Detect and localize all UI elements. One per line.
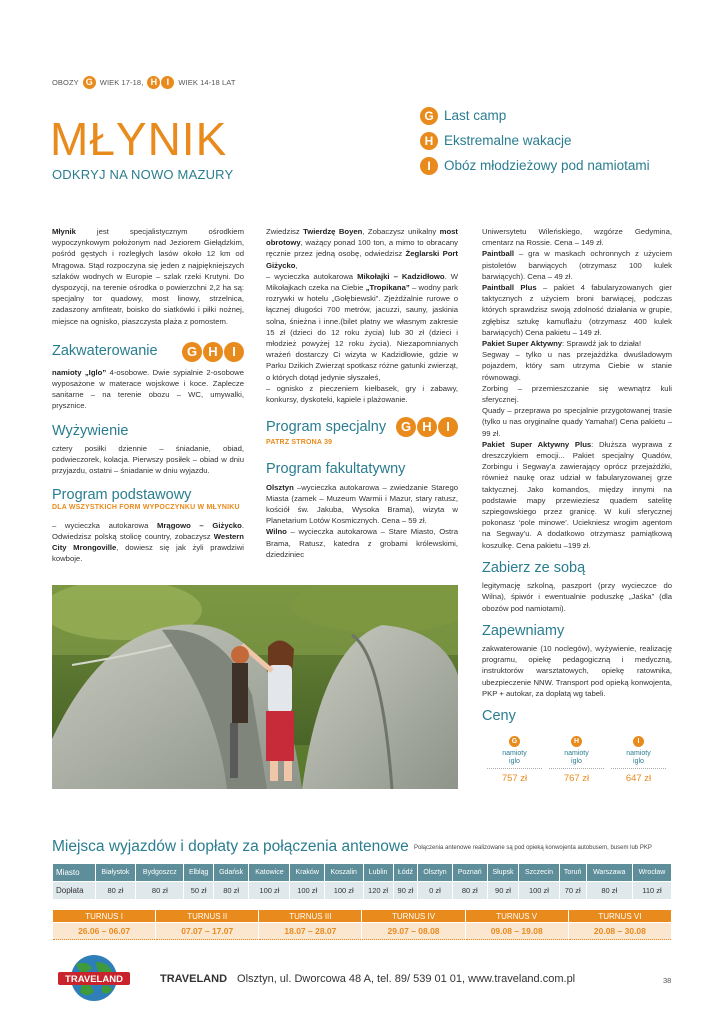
turnus-dates: 26.06 – 06.07 <box>53 923 156 940</box>
price-cell: 100 zł <box>519 882 560 900</box>
price-cell: 100 zł <box>249 882 290 900</box>
price-accommodation <box>487 750 542 769</box>
breadcrumb <box>52 76 236 89</box>
section-header <box>52 341 244 363</box>
city-cell: Toruń <box>559 864 586 882</box>
price-cell: 70 zł <box>559 882 586 900</box>
breadcrumb-category: OBOZY <box>52 78 79 87</box>
col2-paragraph-2 <box>266 271 458 383</box>
program-podstawowy-text <box>52 520 244 565</box>
text-span: . W Mikołajkach czeka na Ciebie <box>266 271 458 293</box>
badge-g: G <box>509 736 520 747</box>
badge-i: I <box>633 736 644 747</box>
city-cell: Szczecin <box>519 864 560 882</box>
price-name-line: iglo <box>571 758 582 765</box>
col3-super-aktywny-plus <box>482 439 672 551</box>
price-cell: 0 zł <box>418 882 452 900</box>
miejsca-note: Połączenia antenowe realizowane są pod opieką konwojenta autobusem, busem lub PKP <box>414 845 652 851</box>
price-cell: 110 zł <box>632 882 671 900</box>
turnus-dates: 09.08 – 19.08 <box>465 923 568 940</box>
price-value: 647 zł <box>625 773 652 784</box>
badge-i: I <box>438 417 458 437</box>
col3-paintball-plus <box>482 282 672 338</box>
col3-zorbing: Zorbing – przemieszczanie się wewnątrz kuli sferycznej. <box>482 383 672 405</box>
zakwaterowanie-heading: Zakwaterowanie <box>52 343 158 360</box>
intro-paragraph <box>52 226 244 327</box>
city-cell: Poznań <box>452 864 487 882</box>
badge-i: I <box>161 76 174 89</box>
col3-paragraph-1: Uniwersytetu Wileńskiego, wzgórze Gedymina, cmentarz na Rossie. Cena – 149 zł. <box>482 227 672 248</box>
price-name-line: iglo <box>509 758 520 765</box>
price-accommodation <box>611 750 666 769</box>
program-specjalny-sub: PATRZ STRONA 39 <box>266 439 333 447</box>
price-cell: 100 zł <box>290 882 324 900</box>
badge-group-ghi <box>396 417 458 437</box>
footer-brand: TRAVELAND <box>160 973 228 985</box>
footer-contact <box>160 973 575 985</box>
table-row-label: Miasto <box>53 864 96 882</box>
text-span: , <box>295 260 298 270</box>
price-cell: 100 zł <box>324 882 363 900</box>
badge-i: I <box>420 157 438 175</box>
turnus-name: TURNUS V <box>465 910 568 923</box>
wyzywienie-heading: Wyżywienie <box>52 422 129 439</box>
text-span: – gra w maskach ochronnych z użyciem pistoletów barwiących (otrzymasz 100 kulek barwiących). Cena – 49 zł. <box>482 249 672 281</box>
col2-paragraph-1 <box>266 226 458 271</box>
ceny-heading: Ceny <box>482 707 516 724</box>
zabierz-text: legitymację szkolną, paszport (przy wycieczce do Wilna), śpiwór i ewentualnie poduszkę „Jaśka” (dla obozów pod namiotami). <box>482 581 672 613</box>
price-name-line: namioty <box>502 750 527 757</box>
turnus-name: TURNUS III <box>259 910 362 923</box>
legend-label: Obóz młodzieżowy pod namiotami <box>444 158 650 173</box>
footer-address: Olsztyn, ul. Dworcowa 48 A, tel. 89/ 539 01 01, www.traveland.com.pl <box>237 973 576 985</box>
badge-h: H <box>571 736 582 747</box>
text-span: – wycieczka autokarowa <box>266 271 358 281</box>
breadcrumb-age-hi: WIEK 14-18 LAT <box>178 78 236 87</box>
price-cell: 120 zł <box>363 882 393 900</box>
col2-paragraph-3: – ognisko z pieczeniem kiełbasek, gry i zabawy, konkursy, dyskoteki, kąpiele i plażowanie. <box>266 383 458 405</box>
program-podstawowy-sub: DLA WSZYSTKICH FORM WYPOCZYNKU W MŁYNIKU <box>52 503 240 511</box>
legend-label: Ekstremalne wakacje <box>444 133 572 148</box>
bold-span: Mrągowo – Giżycko <box>157 520 242 530</box>
city-cell: Bydgoszcz <box>136 864 184 882</box>
turnus-name: TURNUS I <box>53 910 156 923</box>
table-row-label: Dopłata <box>53 882 96 900</box>
badge-group-hi <box>147 76 174 89</box>
camp-type-legend <box>420 103 650 178</box>
program-fakultatywny-heading: Program fakultatywny <box>266 461 406 478</box>
text-span: , Zobaczysz unikalny <box>362 227 440 236</box>
turnus-name: TURNUS II <box>156 910 259 923</box>
intro-text: jest specjalistycznym ośrodkiem wypoczynkowym położonym nad Jeziorem Giełądzkim, pośród gęstych i rozległych lasów około 12 km od Mrągowa. Stąd rozpoczyna się jeden z najpiękniejszych szlaków wodnych w Europie – szlak rzeki Krutyni. Do dyspozycji, na terenie ośrodka o powierzchni 2,2 ha są: specjalny tor quadowy, most linowy, strzelnica, zadaszony amfiteatr, boisko do siatkówki i piłki nożnej, miejsce na ognisko, piaszczysta plaża z pomostem. <box>52 227 244 326</box>
price-value: 757 zł <box>501 773 528 784</box>
text-span: – pakiet 4 fabularyzowanych gier taktycznych z użyciem broni barwiącej, podczas których sprawdzisz swoją zdolność działania w grupie, zgłębisz sztukę kamuflażu (otrzymasz 400 kulek barwiących) Cena pakietu – 149 zł. <box>482 283 672 337</box>
fakultatywny-olsztyn <box>266 482 458 527</box>
price-cell: 90 zł <box>487 882 518 900</box>
bold-span: Pakiet Super Aktywny <box>482 339 563 349</box>
legend-item <box>420 153 650 178</box>
page-number: 38 <box>663 976 672 985</box>
zapewniamy-text: zakwaterowanie (10 noclegów), wyżywienie, realizację programu, opiekę pedagogiczną i medyczną, instruktorów warsztatowych, opiekę ratownika, ubezpieczenie NNW. Transport pod opieką konwojenta, PKP + autokar, za dopłatą wg tabeli. <box>482 643 672 698</box>
traveland-logo <box>56 952 132 1004</box>
price-cell: 80 zł <box>213 882 249 900</box>
col3-paintball <box>482 248 672 282</box>
column-3 <box>482 226 672 722</box>
price-cell: 90 zł <box>393 882 418 900</box>
text-span: Zwiedzisz <box>266 227 304 236</box>
page-title: MŁYNIK <box>50 113 228 165</box>
column-2 <box>266 226 458 560</box>
program-specjalny-heading: Program specjalny <box>266 418 387 435</box>
bold-span: Twierdzę Boyen <box>303 227 363 236</box>
price-cell: 80 zł <box>586 882 632 900</box>
city-cell: Gdańsk <box>213 864 249 882</box>
price-cell: 80 zł <box>452 882 487 900</box>
badge-i: I <box>224 342 244 362</box>
city-cell: Katowice <box>249 864 290 882</box>
price-accommodation <box>549 750 604 769</box>
page-subtitle: ODKRYJ NA NOWO MAZURY <box>52 167 234 182</box>
city-cell: Olsztyn <box>418 864 452 882</box>
departure-table <box>52 863 672 900</box>
city-cell: Koszalin <box>324 864 363 882</box>
price-cell: 50 zł <box>184 882 213 900</box>
legend-item <box>420 103 650 128</box>
turnus-dates: 29.07 – 08.08 <box>362 923 465 940</box>
badge-g: G <box>182 342 202 362</box>
bold-span: Mikołajki – Kadzidłowo <box>357 271 445 281</box>
program-podstawowy-heading: Program podstawowy <box>52 487 192 504</box>
badge-h: H <box>420 132 438 150</box>
globe-icon <box>56 952 132 1004</box>
city-cell: Słupsk <box>487 864 518 882</box>
badge-h: H <box>147 76 160 89</box>
logo-text: TRAVELAND <box>65 974 123 985</box>
price-name-line: namioty <box>564 750 589 757</box>
text-span: , dowiesz się jak żyli prawdziwi kowboje. <box>52 543 244 564</box>
turnus-dates: 18.07 – 28.07 <box>259 923 362 940</box>
text-span: – wodny park rozrywki w hotelu „Gołębiewski”. Zjeżdżalnie rurowe o łącznej długości 700 metrów, jacuzzi, sauny, jaskinia solna, śnieżna i inne.(bilet płatny we własnym zakresie 15 zł (dzieci do 12 roku życia) lub 30 zł (dzieci i młodzież powyżej 12 roku życia). Niezapomnianych wrażeń dostarczy Ci wizyta w Kadzidłowie, gdzie w Parku Dzikich Zwierząt spotkasz różne gatunki zwierząt, o których dotąd jedynie słyszałeś, <box>266 283 458 382</box>
price-name-line: iglo <box>633 758 644 765</box>
badge-g: G <box>83 76 96 89</box>
legend-item <box>420 128 650 153</box>
table-row <box>53 864 672 882</box>
zapewniamy-heading: Zapewniamy <box>482 622 565 639</box>
city-cell: Łódź <box>393 864 418 882</box>
table-row <box>53 923 672 940</box>
column-1 <box>52 226 244 565</box>
price-column <box>487 730 542 784</box>
bold-span: Paintball <box>482 249 515 259</box>
price-cell: 80 zł <box>95 882 136 900</box>
price-column <box>611 730 666 784</box>
bold-span: Paintball Plus <box>482 283 537 293</box>
wyzywienie-text: cztery posiłki dziennie – śniadanie, obiad, podwieczorek, kolacja. Pierwszy posiłek – obiad w dniu przyjazdu, ostatni – śniadanie w dniu wyjazdu. <box>52 443 244 476</box>
breadcrumb-age-g: WIEK 17-18, <box>99 78 144 87</box>
legend-label: Last camp <box>444 108 507 123</box>
turnus-dates: 20.08 – 30.08 <box>568 923 671 940</box>
bold-span: most obrotowy <box>266 227 458 248</box>
col3-quady: Quady – przeprawa po specjalnie przygotowanej trasie (tylko u nas oryginalne quady Yamaha!) Cena pakietu – 99 zł. <box>482 406 672 438</box>
city-cell: Kraków <box>290 864 324 882</box>
tent-photo-illustration <box>52 585 458 789</box>
bold-span: Wilno <box>266 527 287 537</box>
table-row <box>53 910 672 923</box>
accommodation-desc: 4-osobowe. Dwie sypialnie 2-osobowe wyposażone w materace wojskowe i koce. Zaplecze sanitarne – na terenie obozu – WC, umywalki, prysznice. <box>52 367 244 411</box>
city-cell: Wrocław <box>632 864 671 882</box>
badge-group-ghi <box>182 342 244 362</box>
bold-span: Western City Mrongoville <box>52 532 244 553</box>
price-value: 767 zł <box>563 773 590 784</box>
text-span: – wycieczka autokarowa – Stare Miasto, Ostra Brama, Ratusz, katedra z grobami królewskimi, dziedziniec <box>266 527 458 559</box>
camp-photo <box>52 585 458 789</box>
badge-g: G <box>420 107 438 125</box>
turnus-name: TURNUS IV <box>362 910 465 923</box>
table-row <box>53 882 672 900</box>
badge-g: G <box>396 417 416 437</box>
turnus-table <box>52 909 672 940</box>
price-cell: 80 zł <box>136 882 184 900</box>
bold-span: „Tropikana” <box>365 283 410 293</box>
city-cell: Lublin <box>363 864 393 882</box>
fakultatywny-wilno <box>266 526 458 560</box>
text-span: –wycieczka autokarowa – zwiedzanie Starego Miasta (zamek – Muzeum Warmii i Mazur, stary ratusz, kościół św. Jakuba, Wysoka Brama), wizyta w Planetarium Lotów Kosmicznych. Cena – 59 zł. <box>266 482 458 526</box>
section-header <box>266 417 458 437</box>
text-span: , ważący ponad 100 ton, a mimo to obracany ręcznie przez jedną osobę, odwiedzisz <box>266 238 458 259</box>
price-column <box>549 730 604 784</box>
col3-segway: Segway – tylko u nas przejażdżka dwuśladowym pojazdem, który sam utrzyma Ciebie w stanie równowagi. <box>482 350 672 382</box>
text-span: : Sprawdź jak to działa! <box>562 339 642 349</box>
turnus-name: TURNUS VI <box>568 910 671 923</box>
city-cell: Warszawa <box>586 864 632 882</box>
city-cell: Elbląg <box>184 864 213 882</box>
col3-super-aktywny <box>482 338 672 349</box>
badge-h: H <box>203 342 223 362</box>
text-span: : Dłuższa wyprawa z dreszczykiem emocji... Pakiet specjalny Quadów, Zorbingu i Segway’a zawierający oprócz przejażdżki, również naukę oraz udział w fabularyzowanej grze taktycznej. Jako komandos, między innymi na podstawie mapy przewieziesz quadem satelitę szpiegowskiego przez granicę. W kuli sferycznej pokonasz ‘pole minowe’. Uciekniesz wrogim agentom na Segway’u. A dodatkowo otrzymasz pamiątkową koszulkę. Cena pakietu –199 zł. <box>482 439 672 550</box>
text-span: – wycieczka autokarowa <box>52 520 158 530</box>
miejsca-heading: Miejsca wyjazdów i dopłaty za połączenia antenowe <box>52 838 409 855</box>
bold-span: Olsztyn <box>266 482 294 492</box>
text-span: . Odwiedzisz polską stolicę country, zobaczysz <box>52 520 244 542</box>
accommodation-type: namioty „Iglo” <box>52 367 107 377</box>
badge-h: H <box>417 417 437 437</box>
bold-span: Żeglarski Port Giżycko <box>266 249 458 270</box>
city-cell: Białystok <box>95 864 136 882</box>
turnus-dates: 07.07 – 17.07 <box>156 923 259 940</box>
zabierz-heading: Zabierz ze sobą <box>482 559 586 576</box>
zakwaterowanie-text <box>52 367 244 412</box>
bold-span: Pakiet Super Aktywny Plus <box>482 439 592 449</box>
intro-name: Młynik <box>52 227 76 236</box>
price-name-line: namioty <box>626 750 651 757</box>
